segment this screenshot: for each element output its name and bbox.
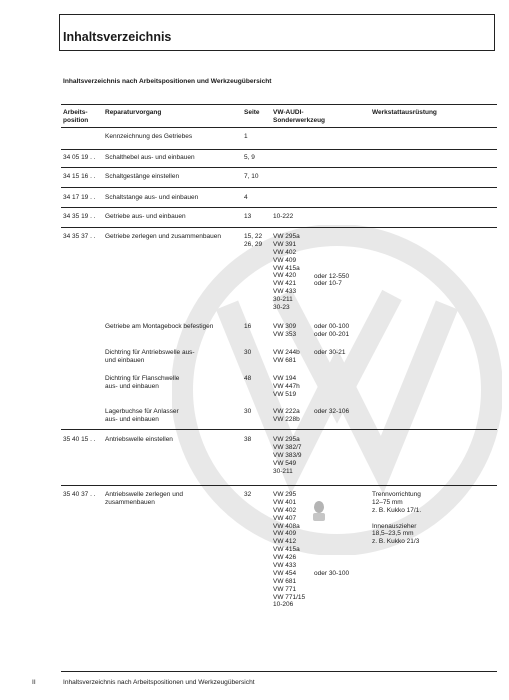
tool-item: VW 433 — [273, 562, 297, 570]
row-seite: 1 — [244, 133, 248, 140]
tool-item: VW 407 — [273, 514, 297, 522]
row-position: 35 40 37 . . — [63, 491, 96, 498]
row-description: Getriebe zerlegen und zusammenbauen — [105, 233, 221, 240]
row-description: Lagerbuchse für Anlasser aus- und einbauen — [105, 408, 179, 423]
tool-alternative: oder 10-7 — [314, 280, 342, 288]
row-separator — [61, 485, 497, 486]
tool-item: VW 391 — [273, 240, 297, 248]
tool-list — [273, 323, 296, 339]
col-header-reparaturvorgang: Reparaturvorgang — [105, 109, 162, 116]
row-seite: 13 — [244, 213, 252, 220]
col-header-arbeitsposition: Arbeits- position — [63, 109, 89, 124]
tool-item: VW 222a — [273, 408, 300, 415]
tool-item: VW 519 — [273, 390, 297, 398]
row-separator — [61, 227, 497, 228]
tool-item: VW 681 — [273, 577, 297, 585]
row-description: Dichtring für Antriebswelle aus- und einbauen — [105, 349, 195, 364]
tool-item: VW 549 — [273, 459, 297, 467]
row-seite: 30 — [244, 349, 252, 356]
row-description: Getriebe aus- und einbauen — [105, 213, 186, 220]
row-seite: 4 — [244, 194, 248, 201]
tool-item: VW 420 — [273, 272, 297, 280]
row-description: Dichtring für Flanschwelle aus- und einbauen — [105, 375, 180, 390]
row-separator — [61, 149, 497, 150]
row-seite: 32 — [244, 491, 252, 498]
tool-item: VW 421 — [273, 280, 297, 288]
row-description: Schaltgestänge einstellen — [105, 173, 180, 180]
row-description: Getriebe am Montagebock befestigen — [105, 323, 214, 330]
footer-rule — [61, 671, 497, 672]
werkstatt-item: 18,5–23,5 mm — [372, 530, 414, 538]
werkstatt-item: 12–75 mm — [372, 498, 403, 506]
row-position: 34 15 16 . . — [63, 173, 96, 180]
werkstatt-item — [372, 515, 421, 523]
werkstatt-item: z. B. Kukko 17/1. — [372, 506, 422, 514]
tool-item: VW 415a — [273, 546, 300, 554]
row-separator — [61, 207, 497, 208]
tool-alternative: oder 30-100 — [314, 570, 350, 577]
tool-item: VW 426 — [273, 554, 297, 562]
row-separator — [61, 187, 497, 188]
tool-item: VW 309 — [273, 323, 297, 330]
tool-item: VW 415a — [273, 264, 300, 272]
tool-item: VW 382/7 — [273, 443, 302, 451]
tool-item: VW 412 — [273, 538, 297, 546]
tool-item: VW 771/15 — [273, 593, 306, 601]
tool-item: VW 681 — [273, 356, 297, 364]
tool-item: 10-206 — [273, 601, 294, 609]
tool-alternative: oder 30-21 — [314, 349, 346, 356]
tool-item: VW 433 — [273, 288, 297, 296]
row-seite: 48 — [244, 375, 252, 382]
col-header-seite: Seite — [244, 109, 260, 116]
row-seite: 30 — [244, 408, 252, 415]
row-tool: 10-222 — [273, 213, 294, 220]
footer-text: Inhaltsverzeichnis nach Arbeitspositionen und Werkzeugübersicht — [63, 679, 255, 686]
row-position: 34 17 19 . . — [63, 194, 96, 201]
tool-item: VW 402 — [273, 506, 297, 514]
row-description: Antriebswelle zerlegen und zusammenbauen — [105, 491, 184, 506]
tool-item: VW 295a — [273, 436, 300, 443]
row-description: Antriebswelle einstellen — [105, 436, 173, 443]
row-seite: 7, 10 — [244, 173, 259, 180]
tool-item: VW 454 — [273, 569, 297, 577]
tool-item: VW 244b — [273, 349, 300, 356]
tool-item: VW 228b — [273, 415, 300, 423]
tool-alternative: oder 32-106 — [314, 408, 350, 415]
section-subtitle: Inhaltsverzeichnis nach Arbeitspositionen und Werkzeugübersicht — [63, 78, 272, 85]
werkstatt-item: Innenauszieher — [372, 522, 417, 530]
tool-item: 30-211 — [273, 296, 293, 304]
row-separator — [61, 429, 497, 430]
tool-item: VW 409 — [273, 530, 297, 538]
footer-page-number: II — [32, 679, 36, 686]
tool-list — [273, 491, 305, 609]
row-position: 35 40 15 . . — [63, 436, 96, 443]
werkstatt-list — [372, 491, 421, 546]
tool-list — [273, 233, 300, 312]
row-seite: 15, 22 26, 29 — [244, 233, 263, 248]
tool-item: VW 353 — [273, 330, 297, 338]
tool-item: VW 408a — [273, 522, 300, 530]
row-seite: 5, 9 — [244, 154, 255, 161]
stamp-icon — [311, 500, 327, 522]
col-header-sonderwerkzeug: VW-AUDI- Sonderwerkzeug — [273, 109, 326, 124]
tool-list — [273, 436, 302, 475]
row-description: Schalthebel aus- und einbauen — [105, 154, 195, 161]
row-separator — [61, 167, 497, 168]
tool-alternative: oder 12-550 — [314, 272, 350, 280]
tool-list — [273, 375, 300, 399]
tool-item: VW 409 — [273, 256, 297, 264]
tool-item: VW 447h — [273, 382, 300, 390]
tool-item: VW 383/9 — [273, 451, 302, 459]
werkstatt-item: Trennvorrichtung — [372, 491, 421, 498]
tool-list — [273, 408, 300, 424]
werkstatt-item: z. B. Kukko 21/3 — [372, 538, 420, 546]
row-seite: 16 — [244, 323, 252, 330]
tool-item: VW 401 — [273, 498, 297, 506]
tool-item: 30-211 — [273, 467, 293, 475]
tool-list — [273, 349, 300, 365]
row-description: Kennzeichnung des Getriebes — [105, 133, 193, 140]
tool-item: VW 771 — [273, 585, 297, 593]
header-bottom-rule — [61, 127, 497, 128]
row-position: 34 05 19 . . — [63, 154, 96, 161]
header-top-rule — [61, 104, 497, 105]
page-title: Inhaltsverzeichnis — [63, 30, 172, 44]
row-seite: 38 — [244, 436, 252, 443]
tool-item: VW 295a — [273, 233, 300, 240]
tool-alternatives: oder 00-100 oder 00-201 — [314, 323, 350, 338]
col-header-werkstattausruestung: Werkstattausrüstung — [372, 109, 437, 116]
tool-item: VW 295 — [273, 491, 297, 498]
row-position: 34 35 19 . . — [63, 213, 96, 220]
tool-item: VW 402 — [273, 248, 297, 256]
row-position: 34 35 37 . . — [63, 233, 96, 240]
row-description: Schaltstange aus- und einbauen — [105, 194, 199, 201]
tool-item: VW 194 — [273, 375, 297, 382]
tool-item: 30-23 — [273, 304, 290, 312]
